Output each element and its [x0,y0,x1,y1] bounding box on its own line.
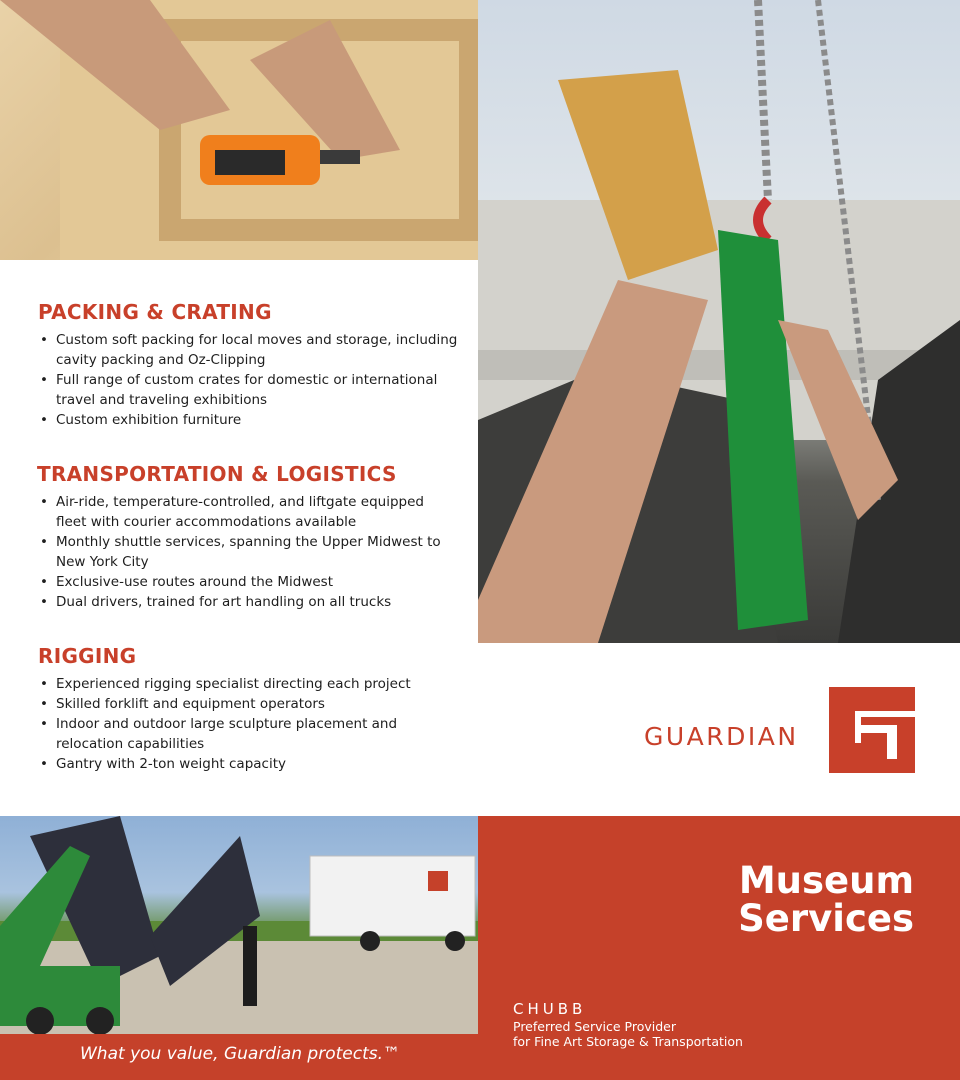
tagline: What you value, Guardian protects.™ [80,1044,400,1064]
list-item: • Indoor and outdoor large sculpture placement and relocation capabilities [38,714,458,754]
list-item: • Skilled forklift and equipment operators [38,694,458,714]
list-item: • Gantry with 2-ton weight capacity [38,754,458,774]
title-line-2: Services [738,897,914,940]
list-item: • Custom soft packing for local moves and storage, including cavity packing and Oz-Clipping [38,330,458,370]
title-line-1: Museum [738,859,914,902]
preferred-provider-text [513,1019,743,1049]
list-item: • Air-ride, temperature-controlled, and liftgate equipped fleet with courier accommodations available [38,492,458,532]
guardian-wordmark: GUARDIAN [644,722,799,751]
section-title-transportation: TRANSPORTATION & LOGISTICS [37,462,397,486]
transportation-list [38,492,458,612]
drill-crate-illustration [0,0,478,260]
section-title-packing: PACKING & CRATING [38,300,272,324]
museum-services-title [738,859,914,940]
chubb-logo: CHUBB [513,1000,587,1018]
packing-list [38,330,458,430]
rigging-photo [478,0,960,643]
list-item: • Experienced rigging specialist directing each project [38,674,458,694]
list-item: • Dual drivers, trained for art handling on all trucks [38,592,458,612]
sculpture-forklift-photo [0,816,478,1034]
preferred-line-2: for Fine Art Storage & Transportation [513,1034,743,1049]
drill-crate-photo [0,0,478,260]
list-item: • Exclusive-use routes around the Midwest [38,572,458,592]
section-title-rigging: RIGGING [38,644,137,668]
list-item: • Custom exhibition furniture [38,410,458,430]
list-item: • Monthly shuttle services, spanning the Upper Midwest to New York City [38,532,458,572]
sculpture-illustration [0,816,478,1034]
guardian-logo-icon [829,687,915,773]
rigging-list [38,674,458,774]
preferred-line-1: Preferred Service Provider [513,1019,676,1034]
rigging-illustration [478,0,960,643]
list-item: • Full range of custom crates for domestic or international travel and traveling exhibitions [38,370,458,410]
